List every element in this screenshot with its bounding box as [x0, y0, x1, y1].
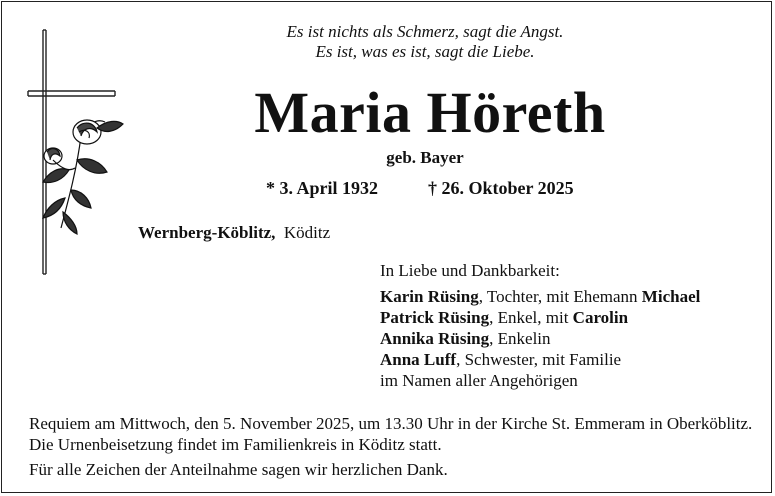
deceased-name: Maria Höreth [254, 80, 606, 145]
mourner-line [380, 370, 700, 391]
place-primary: Wernberg-Köblitz, [138, 223, 276, 242]
death-date: † 26. Oktober 2025 [428, 178, 574, 198]
mourner-name: Annika Rüsing [380, 329, 490, 348]
mourner-relation: , Enkelin [489, 329, 551, 348]
mourner-name: Karin Rüsing [380, 287, 479, 306]
mourner-relation: , Enkel, mit [489, 308, 573, 327]
mourner-line [380, 328, 700, 349]
place-line [138, 223, 330, 243]
quote-line-1: Es ist nichts als Schmerz, sagt die Angst. [286, 22, 564, 41]
mourners-block [380, 260, 700, 391]
mourner-name: Patrick Rüsing [380, 308, 490, 327]
requiem-text: Requiem am Mittwoch, den 5. November 2025, um 13.30 Uhr in der Kirche St. Emmeram in Oberköblitz. Die Urnenbeisetzung findet im Familienkreis in Köditz statt. [29, 414, 753, 454]
thanks-text: Für alle Zeichen der Anteilnahme sagen wir herzlichen Dank. [29, 460, 448, 479]
quote-line-2: Es ist, was es ist, sagt die Liebe. [315, 42, 535, 61]
mourners-intro: In Liebe und Dankbarkeit: [380, 261, 560, 280]
mourner-line [380, 307, 700, 328]
mourner-name: Anna Luff [380, 350, 457, 369]
mourner-partner: Michael [641, 287, 701, 306]
maiden-name: geb. Bayer [386, 148, 464, 167]
mourner-line [380, 349, 700, 370]
mourner-relation: , Tochter, mit Ehemann [478, 287, 642, 306]
birth-date: * 3. April 1932 [266, 178, 379, 198]
cross-with-rose-icon [25, 28, 135, 278]
mourner-relation: im Namen aller Angehörigen [380, 371, 578, 390]
mourner-line [380, 286, 700, 307]
place-secondary: Köditz [283, 223, 331, 242]
rose-icon [43, 120, 123, 234]
mourner-relation: , Schwester, mit Familie [456, 350, 622, 369]
mourner-partner: Carolin [572, 308, 629, 327]
cross-icon [28, 30, 115, 274]
